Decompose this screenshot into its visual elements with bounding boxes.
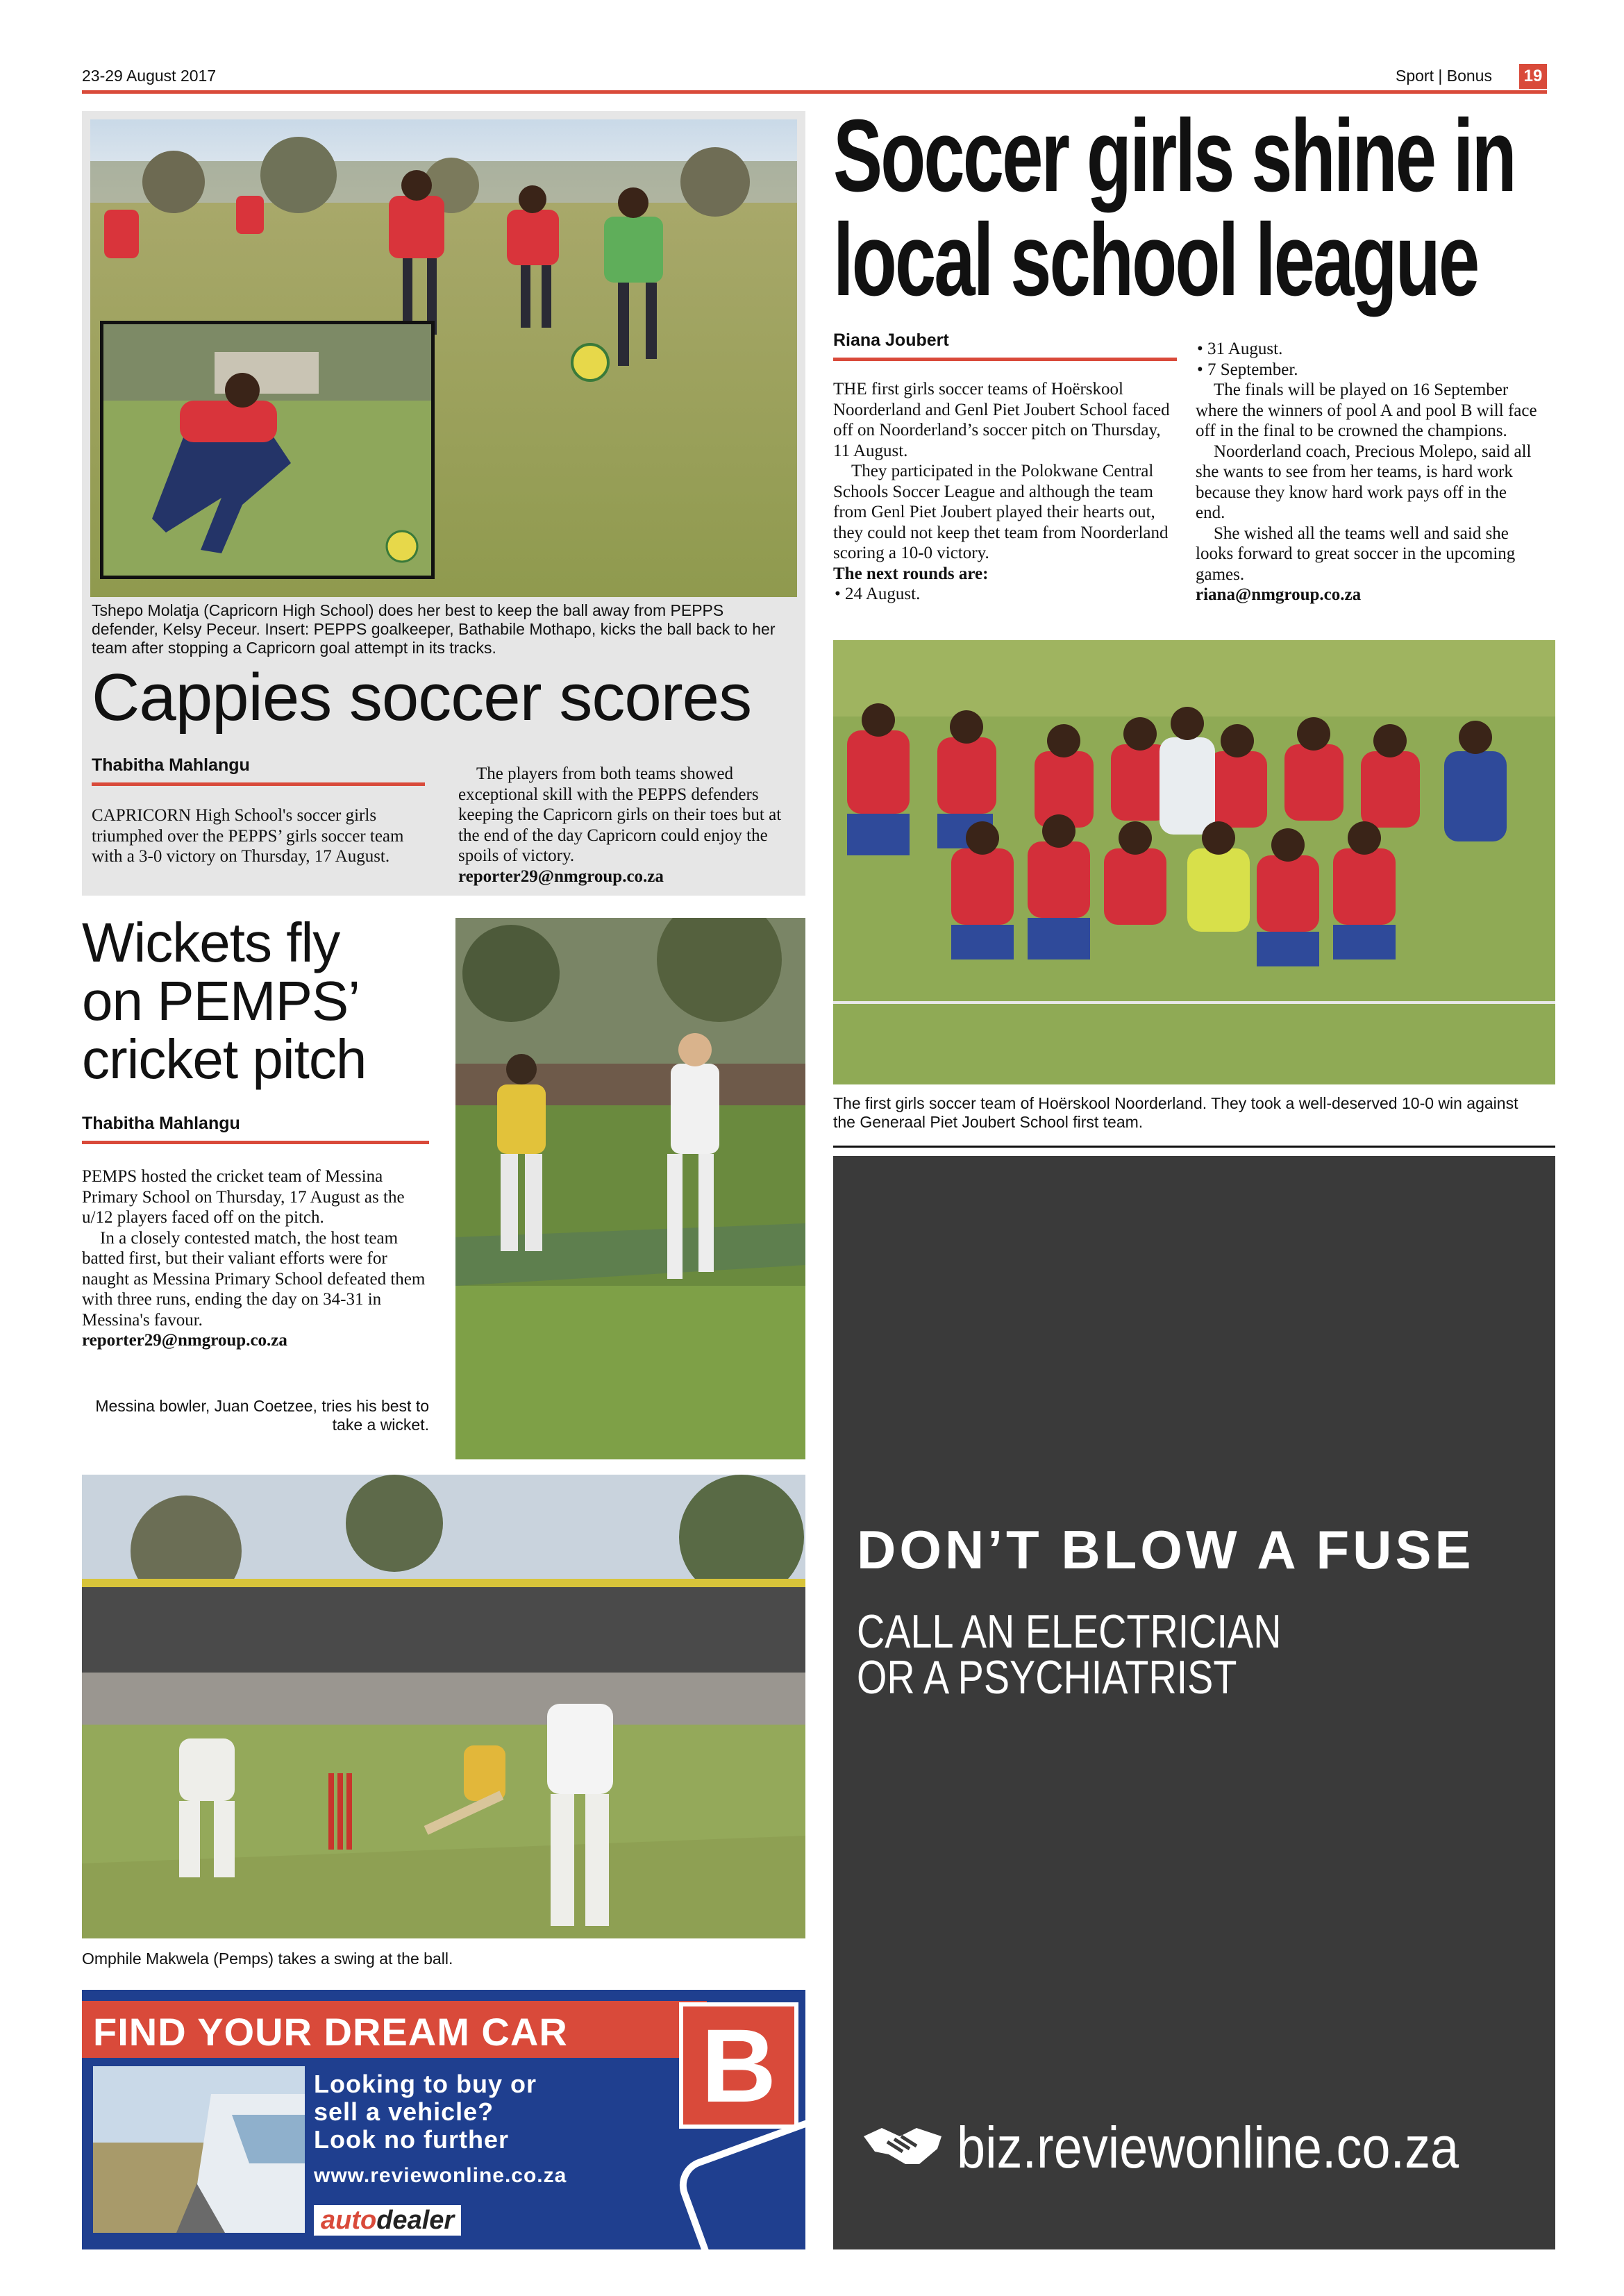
soccer-photo-caption: Tshepo Molatja (Capricorn High School) does her best to keep the ball away from PEPPS defender, Kelsy Peceur. Insert: PEPPS goalkeeper, Bathabile Mothapo, kicks the ball back to her team after stopping a Capricorn goal attempt in its tracks. bbox=[92, 601, 776, 657]
batsman-caption: Omphile Makwela (Pemps) takes a swing at the ball. bbox=[82, 1950, 453, 1968]
round-item: • 24 August. bbox=[835, 585, 921, 603]
main-headline bbox=[833, 99, 1515, 317]
page-number-badge: 19 bbox=[1519, 64, 1547, 89]
main-paragraph: She wished all the teams well and said she looks forward to great soccer in the upcoming games. bbox=[1196, 523, 1516, 584]
cricket-email[interactable]: reporter29@nmgroup.co.za bbox=[82, 1331, 287, 1350]
autodealer-logo-dealer: dealer bbox=[376, 2206, 455, 2235]
autodealer-logo bbox=[314, 2205, 461, 2236]
cricket-headline bbox=[82, 914, 443, 1089]
goalkeeper-insert-photo bbox=[100, 321, 435, 579]
team-photo bbox=[833, 640, 1555, 1084]
biz-ad-subline1: CALL AN ELECTRICIAN bbox=[857, 1605, 1282, 1658]
car-ad-banner-text: FIND YOUR DREAM CAR bbox=[93, 2010, 568, 2054]
main-email[interactable]: riana@nmgroup.co.za bbox=[1196, 585, 1362, 604]
cappies-body-col1 bbox=[92, 805, 425, 867]
cappies-paragraph: CAPRICORN High School's soccer girls triumphed over the PEPPS’ girls soccer team with a 3-0 victory on Thursday, 17 August. bbox=[92, 806, 404, 866]
round-item: • 7 September. bbox=[1197, 360, 1298, 379]
cappies-headline: Cappies soccer scores bbox=[92, 660, 752, 735]
cricket-headline-line1: Wickets fly bbox=[82, 912, 340, 973]
bowler-photo bbox=[455, 918, 805, 1459]
header-rule bbox=[82, 90, 1547, 94]
phone-graphic-icon bbox=[672, 2112, 805, 2249]
autodealer-logo-auto: auto bbox=[321, 2206, 377, 2235]
main-body-col2 bbox=[1196, 339, 1539, 605]
main-paragraph: Noorderland coach, Precious Molepo, said all she wants to see from her teams, is hard work because they know hard work pays off in the end. bbox=[1196, 442, 1532, 522]
cappies-byline: Thabitha Mahlangu bbox=[92, 755, 425, 786]
biz-ad-headline: DON’T BLOW A FUSE bbox=[857, 1519, 1475, 1580]
cricket-headline-line2: on PEMPS’ bbox=[82, 970, 360, 1032]
biz-ad-subline2: OR A PSYCHIATRIST bbox=[857, 1651, 1237, 1704]
round-item: • 31 August. bbox=[1197, 340, 1283, 358]
main-paragraph: The finals will be played on 16 September where the winners of pool A and pool B will face off in the final to be crowned the champions. bbox=[1196, 380, 1537, 440]
handshake-icon bbox=[861, 2121, 944, 2170]
cricket-paragraph: In a closely contested match, the host team batted first, but their valiant efforts were for naught as Messina Primary School defeated them with three runs, ending the day on 34-31 in Messina's favour. bbox=[82, 1228, 426, 1330]
issue-date: 23-29 August 2017 bbox=[82, 67, 217, 85]
biz-ad-url[interactable]: biz.reviewonline.co.za bbox=[957, 2115, 1459, 2180]
cappies-paragraph: The players from both teams showed exceptional skill with the PEPPS defenders keeping the Capricorn girls on their toes but at the end of the day Capricorn could enjoy the spoils of victory. bbox=[458, 764, 782, 865]
main-headline-line2: local school league bbox=[833, 203, 1478, 317]
caption-rule bbox=[833, 1146, 1555, 1148]
cricket-byline: Thabitha Mahlangu bbox=[82, 1114, 429, 1144]
main-paragraph: They participated in the Polokwane Central Schools Soccer League and although the team from Genl Piet Joubert played their hearts out, they could not keep thet team from Noorderland scoring a 10-0 victory. bbox=[833, 462, 1169, 562]
cricket-paragraph: PEMPS hosted the cricket team of Messina Primary School on Thursday, 17 August as the u/12 players faced off on the pitch. bbox=[82, 1167, 405, 1227]
section-label: Sport | Bonus bbox=[1396, 67, 1492, 85]
cappies-body-col2 bbox=[458, 764, 795, 887]
car-ad-line2: sell a vehicle? bbox=[314, 2097, 494, 2126]
rounds-heading: The next rounds are: bbox=[833, 564, 989, 583]
main-byline: Riana Joubert bbox=[833, 330, 1177, 361]
cricket-body bbox=[82, 1166, 429, 1351]
car-ad-copy bbox=[314, 2070, 567, 2190]
car-ad-line1: Looking to buy or bbox=[314, 2070, 537, 2098]
car-ad[interactable] bbox=[82, 1990, 805, 2249]
team-photo-caption: The first girls soccer team of Hoërskool Noorderland. They took a well-deserved 10-0 win against the Generaal Piet Joubert School first team. bbox=[833, 1094, 1518, 1131]
bowler-caption: Messina bowler, Juan Coetzee, tries his best to take a wicket. bbox=[95, 1397, 429, 1434]
car-ad-url[interactable]: www.reviewonline.co.za bbox=[314, 2164, 567, 2187]
main-body-col1 bbox=[833, 379, 1177, 605]
main-paragraph: THE first girls soccer teams of Hoërskool Noorderland and Genl Piet Joubert School faced off on Noorderland’s soccer pitch on Thursday, 11 August. bbox=[833, 380, 1170, 460]
biz-ad-subline bbox=[857, 1605, 1282, 1704]
batsman-photo bbox=[82, 1475, 805, 1938]
car-ad-line3: Look no further bbox=[314, 2125, 509, 2154]
cappies-email[interactable]: reporter29@nmgroup.co.za bbox=[458, 866, 664, 886]
biz-ad[interactable] bbox=[833, 1156, 1555, 2249]
b-badge-icon: B bbox=[679, 2002, 798, 2129]
main-headline-line1: Soccer girls shine in bbox=[833, 99, 1515, 213]
cricket-headline-line3: cricket pitch bbox=[82, 1028, 367, 1090]
car-ad-photo bbox=[93, 2066, 305, 2233]
